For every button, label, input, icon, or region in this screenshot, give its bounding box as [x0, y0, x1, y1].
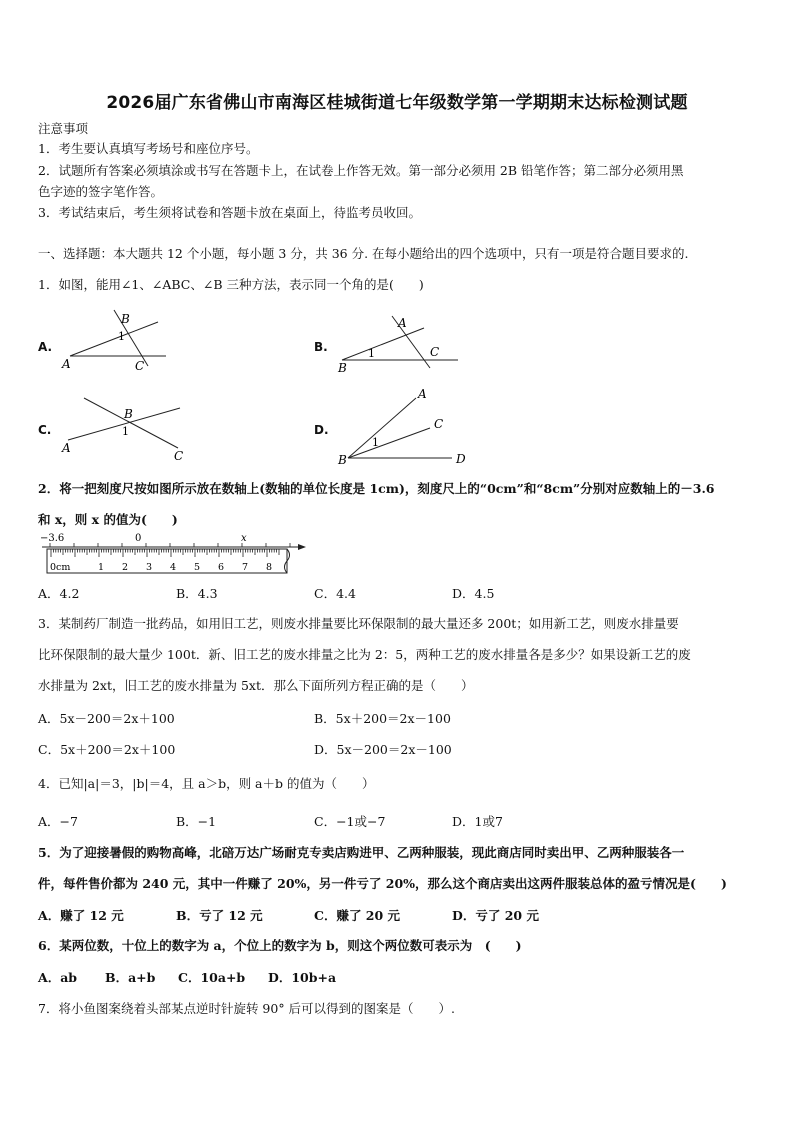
ruler-tick-3: 3 — [146, 562, 153, 573]
q1a-point-c: C — [135, 359, 145, 373]
ruler-tick-7: 7 — [242, 562, 249, 573]
q2-option-a: A．4.2 — [38, 586, 80, 601]
q1c-point-c: C — [174, 449, 184, 462]
q6-option-d: D．10b+a — [268, 970, 337, 985]
q1-option-d-label: D. — [314, 423, 329, 437]
q1d-point-c: C — [434, 417, 444, 431]
q6-option-c: C．10a+b — [178, 970, 246, 985]
q1b-point-a: A — [398, 316, 407, 330]
q4-option-b: B．−1 — [176, 814, 217, 829]
q3-line1: 3．某制药厂制造一批药品，如用旧工艺，则废水排量要比环保限制的最大量还多 200t；如用新工艺，则废水排量要 — [38, 616, 679, 631]
q3-option-c: C．5x＋200＝2x＋100 — [38, 742, 176, 757]
q5-option-d: D．亏了 20 元 — [452, 908, 539, 923]
ruler-tick-5: 5 — [194, 562, 201, 573]
ruler-tick-0: 0cm — [50, 562, 71, 573]
ruler-x-label: x — [241, 533, 247, 544]
exam-title: 2026届广东省佛山市南海区桂城街道七年级数学第一学期期末达标检测试题 — [106, 93, 688, 113]
ruler-tick-6: 6 — [218, 562, 225, 573]
ruler-tick-1: 1 — [98, 562, 105, 573]
q1a-point-a: A — [62, 357, 71, 371]
q1c-angle-1: 1 — [122, 425, 129, 438]
ruler-tick-2: 2 — [122, 562, 129, 573]
q1b-point-b: B — [338, 361, 347, 375]
q4-option-a: A．−7 — [38, 814, 78, 829]
notes-item-3: 3．考试结束后，考生须将试卷和答题卡放在桌面上，待监考员收回。 — [38, 205, 421, 220]
q6-stem: 6．某两位数，十位上的数字为 a，个位上的数字为 b，则这个两位数可表示为 ( ) — [38, 938, 522, 953]
q1b-angle-1: 1 — [368, 347, 375, 360]
q1a-point-b: B — [121, 312, 130, 326]
q6-option-b: B．a+b — [105, 970, 156, 985]
q1-figure-b — [334, 310, 464, 378]
q1d-point-a: A — [418, 387, 427, 401]
q5-option-c: C．赚了 20 元 — [314, 908, 401, 923]
q4-option-d: D．1或7 — [452, 814, 503, 829]
q5-line1: 5．为了迎接暑假的购物高峰，北碚万达广场耐克专卖店购进甲、乙两种服装，现此商店同时卖出甲、乙两种服装各一 — [38, 845, 685, 860]
q1b-point-c: C — [430, 345, 440, 359]
ruler-zero-label: 0 — [135, 533, 142, 544]
ruler-tick-8: 8 — [266, 562, 273, 573]
q1d-point-b: B — [338, 453, 347, 467]
q1-stem: 1．如图，能用∠1、∠ABC、∠B 三种方法，表示同一个角的是( ) — [38, 277, 424, 292]
q3-option-a: A．5x－200＝2x＋100 — [38, 711, 175, 726]
notes-heading: 注意事项 — [38, 121, 89, 136]
q4-option-c: C．−1或−7 — [314, 814, 386, 829]
ruler-tick-4: 4 — [170, 562, 177, 573]
q5-option-a: A．赚了 12 元 — [38, 908, 124, 923]
q5-option-b: B．亏了 12 元 — [176, 908, 263, 923]
ruler-left-label: −3.6 — [40, 533, 65, 544]
q2-stem-line1: 2．将一把刻度尺按如图所示放在数轴上(数轴的单位长度是 1cm)，刻度尺上的“0cm”和“8cm”分别对应数轴上的－3.6 — [38, 481, 715, 496]
q2-stem-line2: 和 x，则 x 的值为( ) — [38, 512, 178, 527]
q1c-point-b: B — [124, 407, 133, 421]
notes-item-2-cont: 色字迹的签字笔作答。 — [38, 184, 164, 199]
q1c-point-a: A — [62, 441, 71, 455]
q2-option-b: B．4.3 — [176, 586, 218, 601]
q1-option-a-label: A. — [38, 340, 53, 354]
q1-option-c-label: C. — [38, 423, 52, 437]
q7-stem: 7．将小鱼图案绕着头部某点逆时针旋转 90° 后可以得到的图案是（ ）. — [38, 1001, 456, 1016]
section-heading: 一、选择题：本大题共 12 个小题，每小题 3 分，共 36 分. 在每小题给出的四个选项中，只有一项是符合题目要求的. — [38, 246, 689, 261]
q3-option-b: B．5x＋200＝2x－100 — [314, 711, 451, 726]
q2-ruler-figure — [36, 530, 308, 580]
q3-line2: 比环保限制的最大量少 100t．新、旧工艺的废水排量之比为 2：5，两种工艺的废水排量各是多少？如果设新工艺的废 — [38, 647, 691, 662]
q1-figure-a — [58, 306, 178, 376]
q4-stem: 4．已知|a|＝3，|b|＝4，且 a＞b，则 a＋b 的值为（ ） — [38, 776, 375, 791]
q1-figure-c — [58, 390, 188, 462]
q2-option-c: C．4.4 — [314, 586, 356, 601]
notes-item-1: 1．考生要认真填写考场号和座位序号。 — [38, 141, 259, 156]
q3-option-d: D．5x－200＝2x－100 — [314, 742, 452, 757]
q5-line2: 件，每件售价都为 240 元，其中一件赚了 20%，另一件亏了 20%，那么这个商店卖出这两件服装总体的盈亏情况是( ) — [38, 876, 727, 891]
q1d-angle-1: 1 — [372, 436, 379, 449]
q1-figure-d — [334, 384, 474, 468]
notes-item-2: 2．试题所有答案必须填涂或书写在答题卡上，在试卷上作答无效。第一部分必须用 2B 铅笔作答；第二部分必须用黑 — [38, 163, 684, 178]
q1d-point-d: D — [456, 452, 466, 466]
q1a-angle-1: 1 — [118, 330, 125, 343]
q6-option-a: A．ab — [38, 970, 78, 985]
q1-option-b-label: B. — [314, 340, 328, 354]
q2-option-d: D．4.5 — [452, 586, 495, 601]
q3-line3: 水排量为 2xt，旧工艺的废水排量为 5xt．那么下面所列方程正确的是（ ） — [38, 678, 474, 693]
